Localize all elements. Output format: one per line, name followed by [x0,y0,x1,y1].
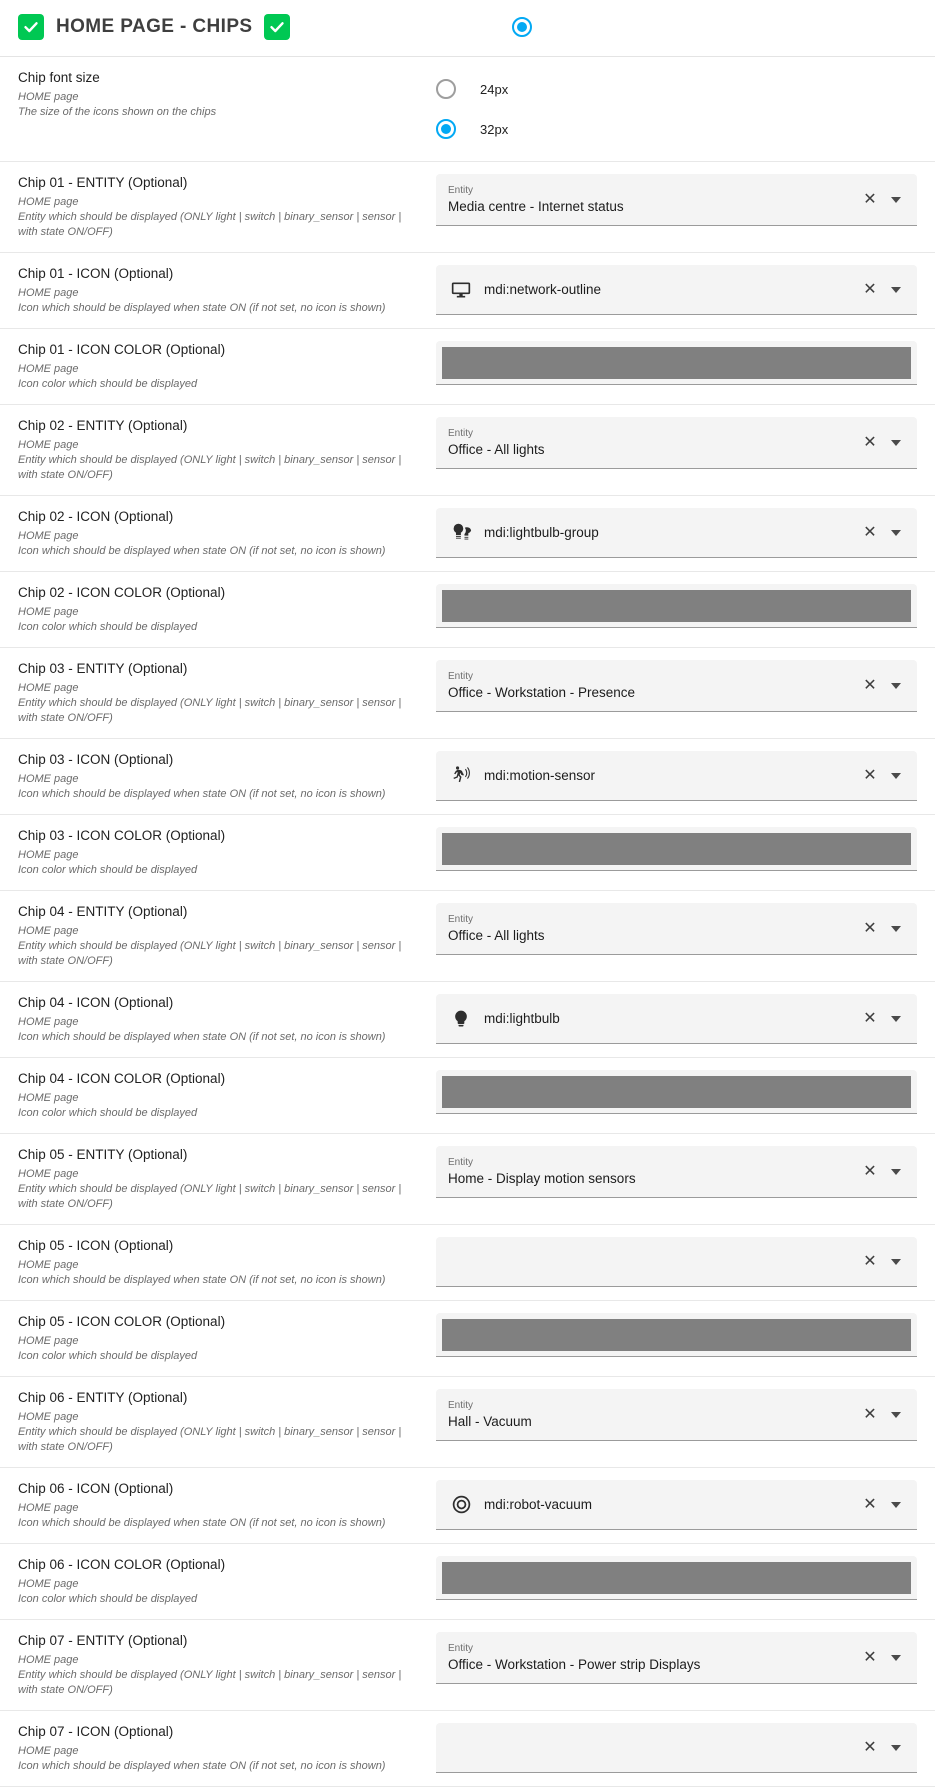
entity-control [436,1146,917,1198]
setting-row-chip-font-size [0,57,935,162]
setting-label-block [18,1632,436,1698]
setting-title: Chip 04 - ICON (Optional) [18,995,174,1010]
check-icon [23,19,39,35]
setting-description: Icon which should be displayed when state ON (if not set, no icon is shown) [18,1517,386,1529]
setting-row-chip-icon [0,496,935,572]
setting-row-chip-icon-color [0,329,935,405]
color-swatch[interactable] [442,1319,911,1351]
entity-field-value: Hall - Vacuum [448,1413,532,1429]
clear-icon[interactable]: ✕ [863,1252,877,1270]
icon-picker-field[interactable] [436,508,917,558]
font-size-radio-group[interactable] [436,69,917,149]
icon-picker-field[interactable] [436,994,917,1044]
setting-description: Entity which should be displayed (ONLY light | switch | binary_sensor | sensor | with state ON/OFF) [18,1669,402,1696]
header-radio-group[interactable] [512,17,917,37]
setting-scope: HOME page [18,849,79,861]
page-header [0,0,935,57]
setting-title: Chip 03 - ICON (Optional) [18,752,174,767]
entity-field-value: Office - Workstation - Power strip Displays [448,1656,701,1672]
color-picker-field[interactable] [436,1556,917,1600]
entity-field-actions [857,1159,909,1185]
color-picker-field[interactable] [436,584,917,628]
entity-picker-texts [448,427,849,459]
color-swatch[interactable] [442,1076,911,1108]
setting-row-chip-icon [0,1711,935,1787]
icon-field-actions [857,1492,909,1518]
setting-title: Chip 01 - ENTITY (Optional) [18,175,188,190]
setting-scope: HOME page [18,530,79,542]
entity-field-label: Entity [448,1642,474,1654]
chevron-down-icon[interactable] [883,520,909,546]
icon-field-actions [857,520,909,546]
color-picker-field[interactable] [436,341,917,385]
setting-label-block [18,69,436,120]
setting-scope: HOME page [18,1168,79,1180]
icon-field-actions [857,1735,909,1761]
setting-description: Icon which should be displayed when state ON (if not set, no icon is shown) [18,1274,386,1286]
setting-label-block [18,508,436,559]
icon-field-value: mdi:robot-vacuum [484,1497,593,1512]
setting-row-chip-entity [0,648,935,739]
entity-picker-texts [448,913,849,945]
entity-picker-field[interactable] [436,1389,917,1441]
setting-title: Chip 01 - ICON COLOR (Optional) [18,342,226,357]
clear-icon[interactable]: ✕ [863,1162,877,1180]
clear-icon[interactable]: ✕ [863,523,877,541]
setting-scope: HOME page [18,773,79,785]
radio-option-24px[interactable] [436,69,917,109]
setting-scope: HOME page [18,91,79,103]
setting-title: Chip 03 - ICON COLOR (Optional) [18,828,226,843]
color-swatch[interactable] [442,833,911,865]
setting-description: Icon which should be displayed when state ON (if not set, no icon is shown) [18,302,386,314]
setting-row-chip-icon [0,982,935,1058]
icon-picker-field[interactable] [436,265,917,315]
setting-row-chip-icon-color [0,815,935,891]
entity-field-label: Entity [448,913,474,925]
chevron-down-icon[interactable] [883,187,909,213]
setting-description: Icon color which should be displayed [18,864,198,876]
setting-row-chip-entity [0,891,935,982]
setting-description: Icon which should be displayed when state ON (if not set, no icon is shown) [18,1031,386,1043]
entity-picker-texts [448,1642,849,1674]
entity-field-actions [857,187,909,213]
setting-row-chip-icon [0,739,935,815]
chevron-down-icon[interactable] [883,673,909,699]
setting-label-block [18,341,436,392]
entity-field-label: Entity [448,184,474,196]
setting-label-block [18,903,436,969]
clear-icon[interactable]: ✕ [863,280,877,298]
setting-row-chip-entity [0,1134,935,1225]
entity-control [436,903,917,955]
icon-picker-texts [484,766,849,785]
entity-field-label: Entity [448,1156,474,1168]
setting-row-chip-icon [0,253,935,329]
icon-color-control [436,584,917,628]
setting-label-block [18,827,436,878]
setting-scope: HOME page [18,1259,79,1271]
chevron-down-icon[interactable] [883,277,909,303]
setting-row-chip-icon [0,1225,935,1301]
setting-title: Chip 05 - ICON COLOR (Optional) [18,1314,226,1329]
icon-field-actions [857,763,909,789]
setting-scope: HOME page [18,1335,79,1347]
color-swatch[interactable] [442,1562,911,1594]
setting-label-block [18,265,436,316]
entity-picker-texts [448,1399,849,1431]
setting-label-block [18,1070,436,1121]
entity-control [436,1632,917,1684]
setting-label-block [18,994,436,1045]
setting-scope: HOME page [18,363,79,375]
setting-title: Chip 07 - ICON (Optional) [18,1724,174,1739]
setting-title: Chip 03 - ENTITY (Optional) [18,661,188,676]
setting-title: Chip 07 - ENTITY (Optional) [18,1633,188,1648]
entity-control [436,1389,917,1441]
icon-picker-texts [484,1495,849,1514]
icon-color-control [436,827,917,871]
setting-description: Entity which should be displayed (ONLY light | switch | binary_sensor | sensor | with state ON/OFF) [18,211,402,238]
entity-picker-field[interactable] [436,1146,917,1198]
icon-picker-texts [484,1009,849,1028]
chevron-down-icon[interactable] [883,916,909,942]
chevron-down-icon[interactable] [883,430,909,456]
setting-scope: HOME page [18,606,79,618]
clear-icon[interactable]: ✕ [863,766,877,784]
icon-field-value: mdi:lightbulb [484,1011,560,1026]
motion-sensor-icon [448,765,474,786]
icon-color-control [436,1070,917,1114]
setting-description: Icon color which should be displayed [18,1593,198,1605]
setting-description: Entity which should be displayed (ONLY light | switch | binary_sensor | sensor | with state ON/OFF) [18,454,402,481]
setting-scope: HOME page [18,1092,79,1104]
setting-row-chip-icon-color [0,572,935,648]
clear-icon[interactable]: ✕ [863,1648,877,1666]
color-picker-field[interactable] [436,827,917,871]
setting-description: Icon which should be displayed when state ON (if not set, no icon is shown) [18,788,386,800]
setting-description: Icon which should be displayed when state ON (if not set, no icon is shown) [18,1760,386,1772]
radio-24px[interactable] [436,79,456,99]
setting-description: Entity which should be displayed (ONLY light | switch | binary_sensor | sensor | with state ON/OFF) [18,697,402,724]
entity-field-label: Entity [448,670,474,682]
chevron-down-icon[interactable] [883,763,909,789]
setting-description: Entity which should be displayed (ONLY light | switch | binary_sensor | sensor | with state ON/OFF) [18,1183,402,1210]
radio-32px[interactable] [436,119,456,139]
color-picker-field[interactable] [436,1070,917,1114]
entity-control [436,417,917,469]
entity-picker-texts [448,1156,849,1188]
clear-icon[interactable]: ✕ [863,919,877,937]
setting-title: Chip 05 - ICON (Optional) [18,1238,174,1253]
color-picker-field[interactable] [436,1313,917,1357]
setting-row-chip-icon-color [0,1544,935,1620]
setting-label-block [18,417,436,483]
setting-row-chip-icon-color [0,1301,935,1377]
entity-picker-field[interactable] [436,660,917,712]
setting-scope: HOME page [18,925,79,937]
clear-icon[interactable]: ✕ [863,1495,877,1513]
icon-field-value: mdi:network-outline [484,282,602,297]
icon-control [436,265,917,315]
setting-description: Entity which should be displayed (ONLY light | switch | binary_sensor | sensor | with state ON/OFF) [18,940,402,967]
setting-description: Icon color which should be displayed [18,378,198,390]
entity-field-actions [857,673,909,699]
setting-scope: HOME page [18,1578,79,1590]
entity-field-actions [857,916,909,942]
setting-title: Chip 05 - ENTITY (Optional) [18,1147,188,1162]
enable-checkbox-right[interactable] [264,14,290,40]
setting-label-block [18,660,436,726]
setting-scope: HOME page [18,196,79,208]
setting-scope: HOME page [18,1411,79,1423]
chevron-down-icon[interactable] [883,1006,909,1032]
icon-field-value: mdi:motion-sensor [484,768,596,783]
setting-scope: HOME page [18,1016,79,1028]
entity-picker-field[interactable] [436,903,917,955]
icon-control [436,1723,917,1773]
setting-scope: HOME page [18,1745,79,1757]
icon-field-value: mdi:lightbulb-group [484,525,599,540]
icon-field-actions [857,1006,909,1032]
lightbulb-icon [448,1009,474,1029]
chevron-down-icon[interactable] [883,1735,909,1761]
setting-label-block [18,1389,436,1455]
setting-scope: HOME page [18,1654,79,1666]
entity-picker-texts [448,670,849,702]
radio-option-32px[interactable] [436,109,917,149]
chevron-down-icon[interactable] [883,1159,909,1185]
setting-title: Chip 06 - ICON (Optional) [18,1481,174,1496]
setting-row-chip-entity [0,1377,935,1468]
radio-label-32px: 32px [480,121,509,137]
setting-description: The size of the icons shown on the chips [18,106,217,118]
icon-picker-field[interactable] [436,751,917,801]
clear-icon[interactable]: ✕ [863,676,877,694]
entity-field-value: Office - All lights [448,441,545,457]
entity-field-actions [857,430,909,456]
setting-title: Chip 02 - ICON (Optional) [18,509,174,524]
setting-title: Chip 06 - ENTITY (Optional) [18,1390,188,1405]
color-swatch[interactable] [442,347,911,379]
setting-label-block [18,1237,436,1288]
page-title: HOME PAGE - CHIPS [56,16,253,37]
color-swatch[interactable] [442,590,911,622]
clear-icon[interactable]: ✕ [863,1738,877,1756]
icon-picker-texts [484,523,849,542]
entity-picker-field[interactable] [436,1632,917,1684]
monitor-icon [448,280,474,300]
setting-title: Chip 01 - ICON (Optional) [18,266,174,281]
check-icon [269,19,285,35]
setting-description: Icon color which should be displayed [18,1350,198,1362]
setting-label-block [18,1480,436,1531]
entity-field-value: Office - Workstation - Presence [448,684,636,700]
setting-label-block [18,1146,436,1212]
setting-title: Chip 02 - ENTITY (Optional) [18,418,188,433]
setting-scope: HOME page [18,1502,79,1514]
setting-title: Chip font size [18,70,100,85]
chevron-down-icon[interactable] [883,1402,909,1428]
entity-control [436,174,917,226]
setting-title: Chip 06 - ICON COLOR (Optional) [18,1557,226,1572]
setting-label-block [18,584,436,635]
entity-field-actions [857,1402,909,1428]
clear-icon[interactable]: ✕ [863,433,877,451]
clear-icon[interactable]: ✕ [863,190,877,208]
clear-icon[interactable]: ✕ [863,1009,877,1027]
setting-row-chip-entity [0,162,935,253]
setting-title: Chip 02 - ICON COLOR (Optional) [18,585,226,600]
setting-title: Chip 04 - ICON COLOR (Optional) [18,1071,226,1086]
setting-description: Entity which should be displayed (ONLY light | switch | binary_sensor | sensor | with state ON/OFF) [18,1426,402,1453]
header-radio[interactable] [512,17,532,37]
entity-field-actions [857,1645,909,1671]
setting-label-block [18,751,436,802]
icon-color-control [436,341,917,385]
icon-control [436,994,917,1044]
setting-label-block [18,174,436,240]
entity-picker-texts [448,184,849,216]
setting-scope: HOME page [18,287,79,299]
entity-field-value: Home - Display motion sensors [448,1170,636,1186]
setting-scope: HOME page [18,682,79,694]
entity-picker-field[interactable] [436,174,917,226]
icon-field-actions [857,1249,909,1275]
setting-description: Icon which should be displayed when state ON (if not set, no icon is shown) [18,545,386,557]
lightbulb-group-icon [448,522,474,543]
icon-color-control [436,1313,917,1357]
setting-title: Chip 04 - ENTITY (Optional) [18,904,188,919]
chevron-down-icon[interactable] [883,1645,909,1671]
entity-field-value: Office - All lights [448,927,545,943]
icon-picker-field[interactable] [436,1480,917,1530]
setting-row-chip-icon [0,1468,935,1544]
radio-label-24px: 24px [480,81,509,97]
setting-row-chip-icon-color [0,1058,935,1134]
setting-label-block [18,1556,436,1607]
icon-control [436,508,917,558]
icon-control [436,751,917,801]
entity-field-label: Entity [448,1399,474,1411]
chevron-down-icon[interactable] [883,1492,909,1518]
icon-picker-field[interactable] [436,1723,917,1773]
icon-picker-texts [484,280,849,299]
entity-picker-field[interactable] [436,417,917,469]
icon-picker-field[interactable] [436,1237,917,1287]
setting-description: Icon color which should be displayed [18,621,198,633]
chip-settings-list [0,162,935,1787]
setting-label-block [18,1313,436,1364]
setting-description: Icon color which should be displayed [18,1107,198,1119]
entity-field-label: Entity [448,427,474,439]
icon-control [436,1237,917,1287]
icon-color-control [436,1556,917,1600]
icon-field-actions [857,277,909,303]
robot-vacuum-icon [448,1494,474,1515]
setting-row-chip-entity [0,1620,935,1711]
chevron-down-icon[interactable] [883,1249,909,1275]
icon-control [436,1480,917,1530]
entity-control [436,660,917,712]
entity-field-value: Media centre - Internet status [448,198,624,214]
setting-scope: HOME page [18,439,79,451]
setting-row-chip-entity [0,405,935,496]
clear-icon[interactable]: ✕ [863,1405,877,1423]
enable-checkbox-left[interactable] [18,14,44,40]
setting-label-block [18,1723,436,1774]
